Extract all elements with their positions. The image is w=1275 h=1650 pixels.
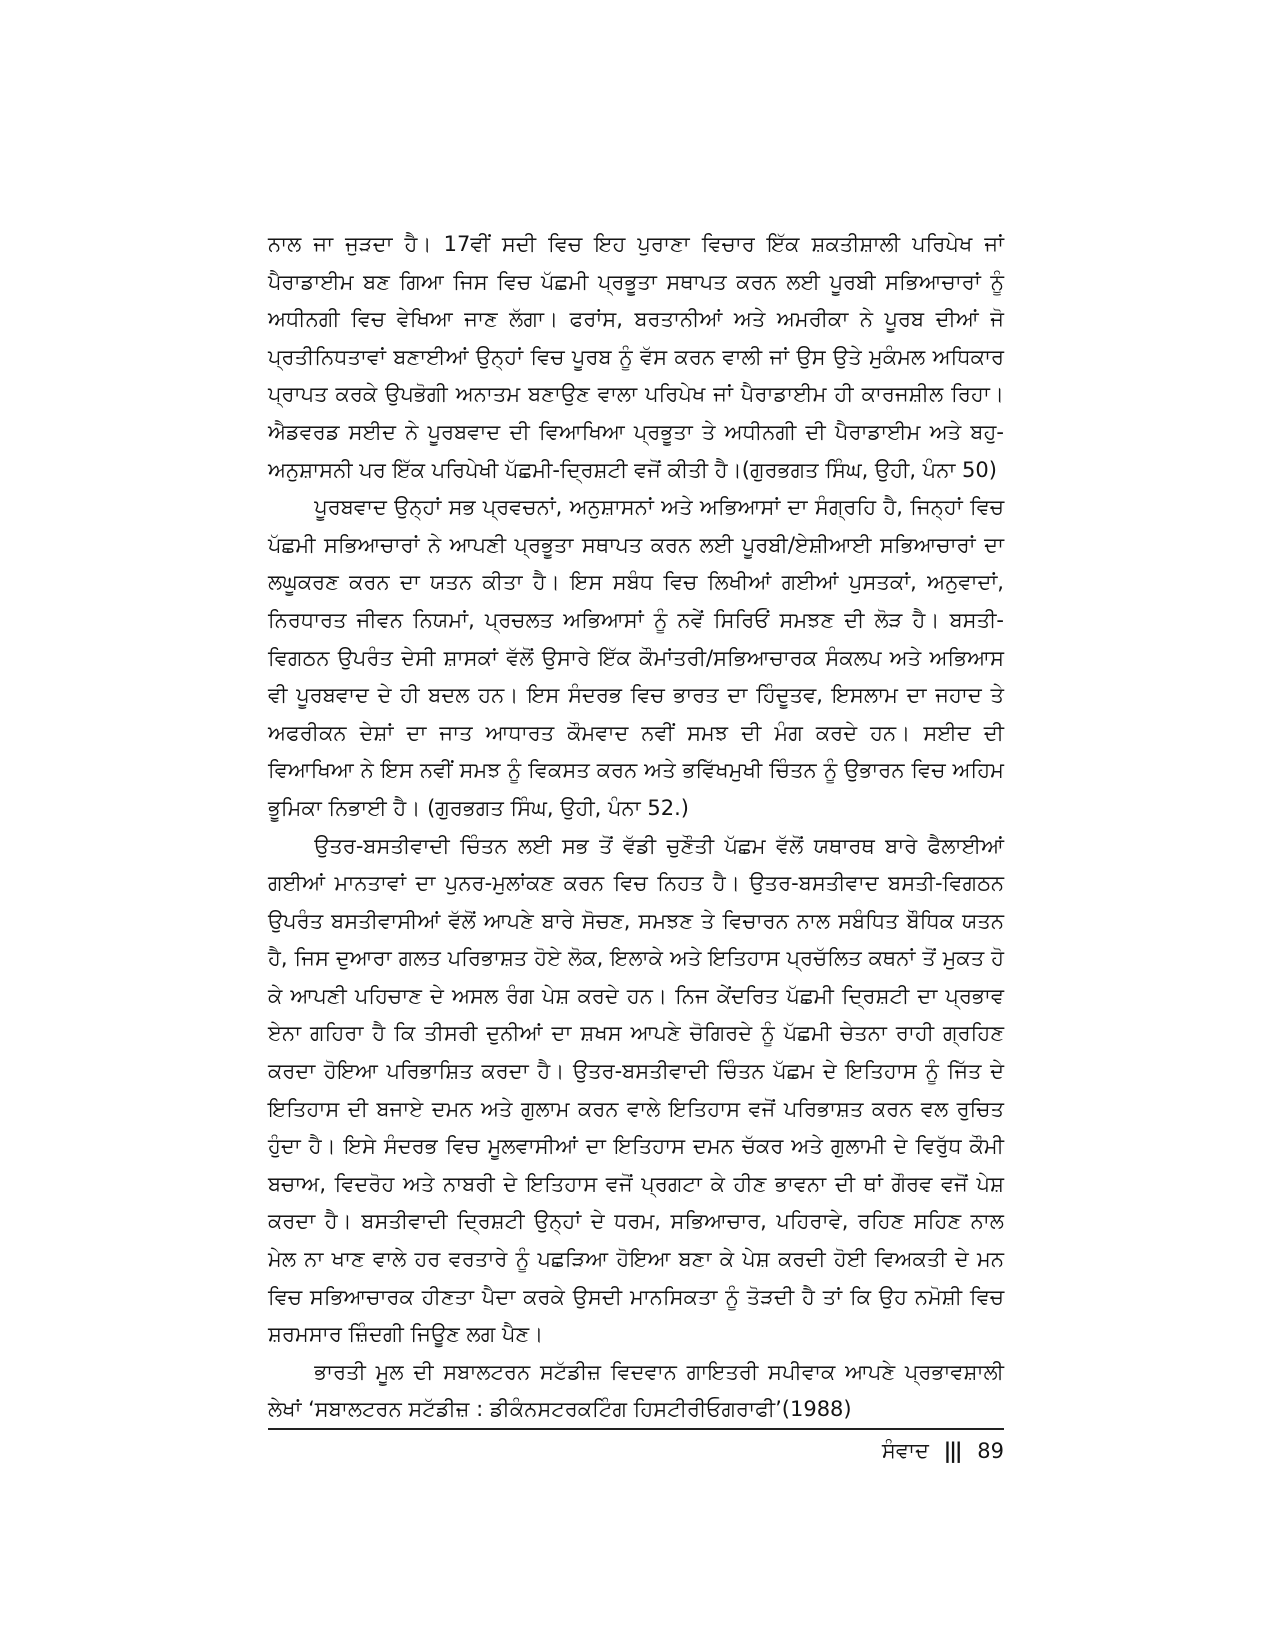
body-text — [268, 226, 1004, 1429]
page-footer — [800, 1438, 1004, 1464]
paragraph-continuation: ਨਾਲ ਜਾ ਜੁੜਦਾ ਹੈ। 17ਵੀਂ ਸਦੀ ਵਿਚ ਇਹ ਪੁਰਾਣਾ ਵਿਚਾਰ ਇੱਕ ਸ਼ਕਤੀਸ਼ਾਲੀ ਪਰਿਪੇਖ ਜਾਂ ਪੈਰਾਡਾਈਮ ਬਣ ਗਿਆ ਜਿਸ ਵਿਚ ਪੱਛਮੀ ਪ੍ਰਭੂਤਾ ਸਥਾਪਤ ਕਰਨ ਲਈ ਪੂਰਬੀ ਸਭਿਆਚਾਰਾਂ ਨੂੰ ਅਧੀਨਗੀ ਵਿਚ ਵੇਖਿਆ ਜਾਣ ਲੱਗਾ। ਫਰਾਂਸ, ਬਰਤਾਨੀਆਂ ਅਤੇ ਅਮਰੀਕਾ ਨੇ ਪੂਰਬ ਦੀਆਂ ਜੋ ਪ੍ਰਤੀਨਿਧਤਾਵਾਂ ਬਣਾਈਆਂ ਉਨ੍ਹਾਂ ਵਿਚ ਪੂਰਬ ਨੂੰ ਵੱਸ ਕਰਨ ਵਾਲੀ ਜਾਂ ਉਸ ਉਤੇ ਮੁਕੰਮਲ ਅਧਿਕਾਰ ਪ੍ਰਾਪਤ ਕਰਕੇ ਉਪਭੋਗੀ ਅਨਾਤਮ ਬਣਾਉਣ ਵਾਲਾ ਪਰਿਪੇਖ ਜਾਂ ਪੈਰਾਡਾਈਮ ਹੀ ਕਾਰਜਸ਼ੀਲ ਰਿਹਾ। ਐਡਵਰਡ ਸਈਦ ਨੇ ਪੂਰਬਵਾਦ ਦੀ ਵਿਆਖਿਆ ਪ੍ਰਭੂਤਾ ਤੇ ਅਧੀਨਗੀ ਦੀ ਪੈਰਾਡਾਈਮ ਅਤੇ ਬਹੁ-ਅਨੁਸ਼ਾਸਨੀ ਪਰ ਇੱਕ ਪਰਿਪੇਖੀ ਪੱਛਮੀ-ਦ੍ਰਿਸ਼ਟੀ ਵਜੋਂ ਕੀਤੀ ਹੈ।(ਗੁਰਭਗਤ ਸਿੰਘ, ਉਹੀ, ਪੰਨਾ 50) — [268, 232, 1004, 482]
journal-name: ਸੰਵਾਦ — [881, 1438, 929, 1463]
footer-rule — [268, 1428, 1004, 1430]
page-number: 89 — [977, 1439, 1004, 1463]
paragraph-subaltern: ਭਾਰਤੀ ਮੂਲ ਦੀ ਸਬਾਲਟਰਨ ਸਟੱਡੀਜ਼ ਵਿਦਵਾਨ ਗਾਇਤਰੀ ਸਪੀਵਾਕ ਆਪਣੇ ਪ੍ਰਭਾਵਸ਼ਾਲੀ ਲੇਖਾਂ ‘ਸਬਾਲਟਰਨ ਸਟੱਡੀਜ਼ : ਡੀਕੰਨਸਟਰਕਟਿੰਗ ਹਿਸਟੀਰੀਓਗਰਾਫੀ’(1988) — [268, 1359, 1004, 1422]
footer-separator: ||| — [943, 1439, 961, 1463]
paragraph-postcolonial: ਉਤਰ-ਬਸਤੀਵਾਦੀ ਚਿੰਤਨ ਲਈ ਸਭ ਤੋਂ ਵੱਡੀ ਚੁਣੌਤੀ ਪੱਛਮ ਵੱਲੋਂ ਯਥਾਰਥ ਬਾਰੇ ਫੈਲਾਈਆਂ ਗਈਆਂ ਮਾਨਤਾਵਾਂ ਦਾ ਪੁਨਰ-ਮੁਲਾਂਕਣ ਕਰਨ ਵਿਚ ਨਿਹਤ ਹੈ। ਉਤਰ-ਬਸਤੀਵਾਦ ਬਸਤੀ-ਵਿਗਠਨ ਉਪਰੰਤ ਬਸਤੀਵਾਸੀਆਂ ਵੱਲੋਂ ਆਪਣੇ ਬਾਰੇ ਸੋਚਣ, ਸਮਝਣ ਤੇ ਵਿਚਾਰਨ ਨਾਲ ਸਬੰਧਿਤ ਬੌਧਿਕ ਯਤਨ ਹੈ, ਜਿਸ ਦੁਆਰਾ ਗਲਤ ਪਰਿਭਾਸ਼ਤ ਹੋਏ ਲੋਕ, ਇਲਾਕੇ ਅਤੇ ਇਤਿਹਾਸ ਪ੍ਰਚੱਲਿਤ ਕਥਨਾਂ ਤੋਂ ਮੁਕਤ ਹੋ ਕੇ ਆਪਣੀ ਪਹਿਚਾਣ ਦੇ ਅਸਲ ਰੰਗ ਪੇਸ਼ ਕਰਦੇ ਹਨ। ਨਿਜ ਕੇਂਦਰਿਤ ਪੱਛਮੀ ਦ੍ਰਿਸ਼ਟੀ ਦਾ ਪ੍ਰਭਾਵ ਏਨਾ ਗਹਿਰਾ ਹੈ ਕਿ ਤੀਸਰੀ ਦੁਨੀਆਂ ਦਾ ਸ਼ਖਸ ਆਪਣੇ ਚੋਗਿਰਦੇ ਨੂੰ ਪੱਛਮੀ ਚੇਤਨਾ ਰਾਹੀ ਗ੍ਰਹਿਣ ਕਰਦਾ ਹੋਇਆ ਪਰਿਭਾਸ਼ਿਤ ਕਰਦਾ ਹੈ। ਉਤਰ-ਬਸਤੀਵਾਦੀ ਚਿੰਤਨ ਪੱਛਮ ਦੇ ਇਤਿਹਾਸ ਨੂੰ ਜਿੱਤ ਦੇ ਇਤਿਹਾਸ ਦੀ ਬਜਾਏ ਦਮਨ ਅਤੇ ਗੁਲਾਮ ਕਰਨ ਵਾਲੇ ਇਤਿਹਾਸ ਵਜੋਂ ਪਰਿਭਾਸ਼ਤ ਕਰਨ ਵਲ ਰੁਚਿਤ ਹੁੰਦਾ ਹੈ। ਇਸੇ ਸੰਦਰਭ ਵਿਚ ਮੂਲਵਾਸੀਆਂ ਦਾ ਇਤਿਹਾਸ ਦਮਨ ਚੱਕਰ ਅਤੇ ਗੁਲਾਮੀ ਦੇ ਵਿਰੁੱਧ ਕੌਮੀ ਬਚਾਅ, ਵਿਦਰੋਹ ਅਤੇ ਨਾਬਰੀ ਦੇ ਇਤਿਹਾਸ ਵਜੋਂ ਪ੍ਰਗਟਾ ਕੇ ਹੀਣ ਭਾਵਨਾ ਦੀ ਥਾਂ ਗੌਰਵ ਵਜੋਂ ਪੇਸ਼ ਕਰਦਾ ਹੈ। ਬਸਤੀਵਾਦੀ ਦ੍ਰਿਸ਼ਟੀ ਉਨ੍ਹਾਂ ਦੇ ਧਰਮ, ਸਭਿਆਚਾਰ, ਪਹਿਰਾਵੇ, ਰਹਿਣ ਸਹਿਣ ਨਾਲ ਮੇਲ ਨਾ ਖਾਣ ਵਾਲੇ ਹਰ ਵਰਤਾਰੇ ਨੂੰ ਪਛੜਿਆ ਹੋਇਆ ਬਣਾ ਕੇ ਪੇਸ਼ ਕਰਦੀ ਹੋਈ ਵਿਅਕਤੀ ਦੇ ਮਨ ਵਿਚ ਸਭਿਆਚਾਰਕ ਹੀਣਤਾ ਪੈਦਾ ਕਰਕੇ ਉਸਦੀ ਮਾਨਸਿਕਤਾ ਨੂੰ ਤੋੜਦੀ ਹੈ ਤਾਂ ਕਿ ਉਹ ਨਮੋਸ਼ੀ ਵਿਚ ਸ਼ਰਮਸਾਰ ਜ਼ਿੰਦਗੀ ਜਿਊਣ ਲਗ ਪੈਣ। — [268, 833, 1004, 1347]
paragraph-orientalism: ਪੂਰਬਵਾਦ ਉਨ੍ਹਾਂ ਸਭ ਪ੍ਰਵਚਨਾਂ, ਅਨੁਸ਼ਾਸਨਾਂ ਅਤੇ ਅਭਿਆਸਾਂ ਦਾ ਸੰਗ੍ਰਹਿ ਹੈ, ਜਿਨ੍ਹਾਂ ਵਿਚ ਪੱਛਮੀ ਸਭਿਆਚਾਰਾਂ ਨੇ ਆਪਣੀ ਪ੍ਰਭੂਤਾ ਸਥਾਪਤ ਕਰਨ ਲਈ ਪੂਰਬੀ/ਏਸ਼ੀਆਈ ਸਭਿਆਚਾਰਾਂ ਦਾ ਲਘੂਕਰਣ ਕਰਨ ਦਾ ਯਤਨ ਕੀਤਾ ਹੈ। ਇਸ ਸਬੰਧ ਵਿਚ ਲਿਖੀਆਂ ਗਈਆਂ ਪੁਸਤਕਾਂ, ਅਨੁਵਾਦਾਂ, ਨਿਰਧਾਰਤ ਜੀਵਨ ਨਿਯਮਾਂ, ਪ੍ਰਚਲਤ ਅਭਿਆਸਾਂ ਨੂੰ ਨਵੇਂ ਸਿਰਿਓਂ ਸਮਝਣ ਦੀ ਲੋੜ ਹੈ। ਬਸਤੀ-ਵਿਗਠਨ ਉਪਰੰਤ ਦੇਸੀ ਸ਼ਾਸਕਾਂ ਵੱਲੋਂ ਉਸਾਰੇ ਇੱਕ ਕੌਮਾਂਤਰੀ/ਸਭਿਆਚਾਰਕ ਸੰਕਲਪ ਅਤੇ ਅਭਿਆਸ ਵੀ ਪੂਰਬਵਾਦ ਦੇ ਹੀ ਬਦਲ ਹਨ। ਇਸ ਸੰਦਰਭ ਵਿਚ ਭਾਰਤ ਦਾ ਹਿੰਦੂਤਵ, ਇਸਲਾਮ ਦਾ ਜਹਾਦ ਤੇ ਅਫਰੀਕਨ ਦੇਸ਼ਾਂ ਦਾ ਜਾਤ ਆਧਾਰਤ ਕੌਮਵਾਦ ਨਵੀਂ ਸਮਝ ਦੀ ਮੰਗ ਕਰਦੇ ਹਨ। ਸਈਦ ਦੀ ਵਿਆਖਿਆ ਨੇ ਇਸ ਨਵੀਂ ਸਮਝ ਨੂੰ ਵਿਕਸਤ ਕਰਨ ਅਤੇ ਭਵਿੱਖਮੁਖੀ ਚਿੰਤਨ ਨੂੰ ਉਭਾਰਨ ਵਿਚ ਅਹਿਮ ਭੂਮਿਕਾ ਨਿਭਾਈ ਹੈ। (ਗੁਰਭਗਤ ਸਿੰਘ, ਉਹੀ, ਪੰਨਾ 52.) — [268, 495, 1004, 820]
